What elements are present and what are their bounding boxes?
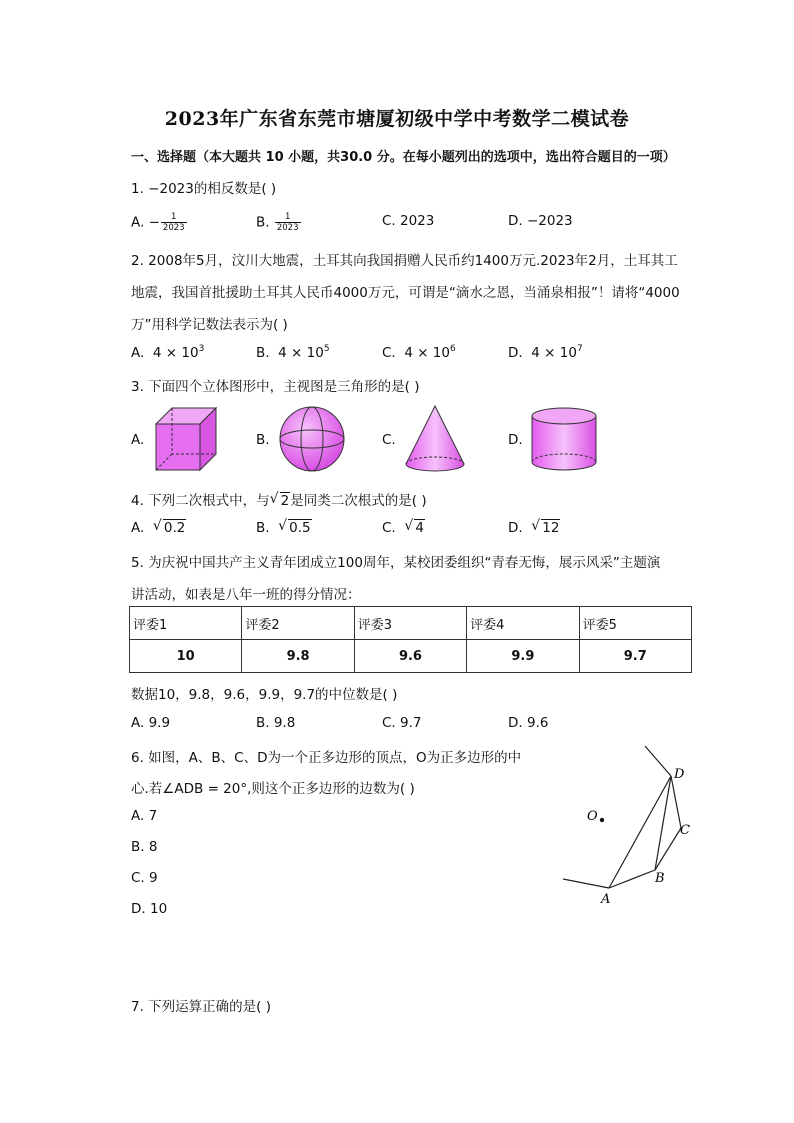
q2-option-a [131,344,204,361]
q2-b-label: B. [256,345,270,361]
q4-c-radicand: 4 [415,520,424,536]
q1-a-label: A. [131,214,145,231]
table-header-cell: 评委5 [579,607,691,640]
q6-option-d: D. 10 [131,901,168,917]
q1-b-num: 1 [275,212,301,223]
cylinder-top [532,408,596,424]
q2-line3: 万”用科学记数法表示为( ) [131,317,288,333]
q3-option-a-label: A. [131,432,145,448]
q5-line1: 5. 为庆祝中国共产主义青年团成立100周年，某校团委组织“青春无悔，展示风采”主题演 [131,555,661,571]
q2-option-b [256,344,330,361]
q4-stem-sqrt [270,493,291,509]
q2-option-d [508,344,583,361]
table-header-cell: 评委4 [467,607,579,640]
q2-b-exp: 5 [323,344,330,354]
q4-b-sqrt [278,520,311,536]
q5-option-d: D. 9.6 [508,715,549,731]
q2-c-label: C. [382,345,396,361]
label-c: C [680,823,690,838]
table-cell: 10 [130,640,242,673]
polygon-edge-top [645,746,671,776]
cube-figure [150,404,222,474]
q2-a-exp: 3 [198,344,205,354]
q5-option-c: C. 9.7 [382,715,422,731]
q3-option-d-label: D. [508,432,523,448]
q1-a-num: 1 [161,212,187,223]
cylinder-figure [528,404,600,474]
q2-c-exp: 6 [449,344,456,354]
polygon-edge-cd [671,776,681,828]
q5-question: 数据10，9.8，9.6，9.9，9.7的中位数是( ) [131,687,398,703]
cube-front [156,424,200,470]
q1-stem: 1. −2023的相反数是( ) [131,181,277,197]
label-b: B [655,871,665,886]
polygon-edge-left [563,879,609,888]
q2-line1: 2. 2008年5月，汶川大地震，土耳其向我国捐赠人民币约1400万元.2023年2月，土耳其工 [131,253,678,269]
q4-d-sqrt [531,520,560,536]
q4-a-sqrt [153,520,186,536]
q2-b-base: 4 × 10 [278,345,324,361]
q6-line2: 心.若∠ADB = 20°,则这个正多边形的边数为( ) [131,781,415,797]
q5-option-b: B. 9.8 [256,715,296,731]
table-row [130,640,692,673]
q6-option-b: B. 8 [131,839,158,855]
table-cell: 9.7 [579,640,691,673]
q4-stem [131,489,427,509]
q4-d-radicand: 12 [542,520,560,536]
q4-c-sqrt [404,520,425,536]
label-o: O [587,809,598,824]
q2-d-base: 4 × 10 [531,345,577,361]
q1-a-fraction [161,212,187,233]
table-header-cell: 评委1 [130,607,242,640]
table-header-row [130,607,692,640]
q6-line1: 6. 如图，A、B、C、D为一个正多边形的顶点，O为正多边形的中 [131,750,522,766]
q4-option-d [508,520,560,536]
q4-b-radicand: 0.5 [289,520,311,536]
q1-option-a [131,212,187,233]
q5-option-a: A. 9.9 [131,715,171,731]
table-cell: 9.6 [354,640,466,673]
q1-option-d: D. −2023 [508,213,573,229]
q4-stem-pre: 4. 下列二次根式中，与 [131,493,270,509]
q4-option-b [256,520,312,536]
sphere-body [280,407,344,471]
sphere-figure [276,404,348,474]
q1-a-den: 2023 [162,223,185,233]
q1-b-label: B. [256,214,270,231]
q2-d-label: D. [508,345,523,361]
q2-a-label: A. [131,345,145,361]
q5-line2: 讲活动，如表是八年一班的得分情况： [131,587,361,603]
q2-line2: 地震，我国首批援助土耳其人民币4000万元，可谓是“滴水之恩，当涌泉相报”！请将“4000 [131,285,680,301]
label-a: A [601,892,611,907]
label-d: D [674,767,685,782]
q6-option-a: A. 7 [131,808,158,824]
polygon-edge-ab [609,870,655,888]
center-point [600,818,604,822]
q3-option-b-label: B. [256,432,270,448]
q2-c-base: 4 × 10 [404,345,450,361]
q2-d-exp: 7 [576,344,583,354]
q7-stem: 7. 下列运算正确的是( ) [131,999,271,1015]
cone-figure [402,404,468,474]
q2-a-base: 4 × 10 [152,345,199,361]
q6-option-c: C. 9 [131,870,158,886]
table-header-cell: 评委3 [354,607,466,640]
q4-stem-radicand: 2 [280,493,290,509]
q4-option-a [131,520,186,536]
q4-c-label: C. [382,520,396,536]
q4-option-c [382,520,425,536]
q2-option-c [382,344,456,361]
table-header-cell: 评委2 [242,607,354,640]
score-table [129,606,692,673]
q1-a-sign: − [148,214,160,231]
section-heading: 一、选择题（本大题共 10 小题，共30.0 分。在每小题列出的选项中，选出符合题目的一项） [131,150,676,165]
q4-b-label: B. [256,520,270,536]
q1-option-c: C. 2023 [382,213,435,229]
table-cell: 9.8 [242,640,354,673]
page-title: 2023年广东省东莞市塘厦初级中学中考数学二模试卷 [164,108,630,130]
q1-b-den: 2023 [276,223,299,233]
q1-b-fraction [275,212,301,233]
table-cell: 9.9 [467,640,579,673]
q3-stem: 3. 下面四个立体图形中，主视图是三角形的是( ) [131,379,420,395]
q4-a-label: A. [131,520,145,536]
q1-option-b [256,212,301,233]
q3-option-c-label: C. [382,432,396,448]
cone-body [406,406,464,471]
q4-stem-post: 是同类二次根式的是( ) [290,493,427,509]
q4-d-label: D. [508,520,523,536]
polygon-figure [555,740,715,910]
q4-a-radicand: 0.2 [163,520,186,536]
